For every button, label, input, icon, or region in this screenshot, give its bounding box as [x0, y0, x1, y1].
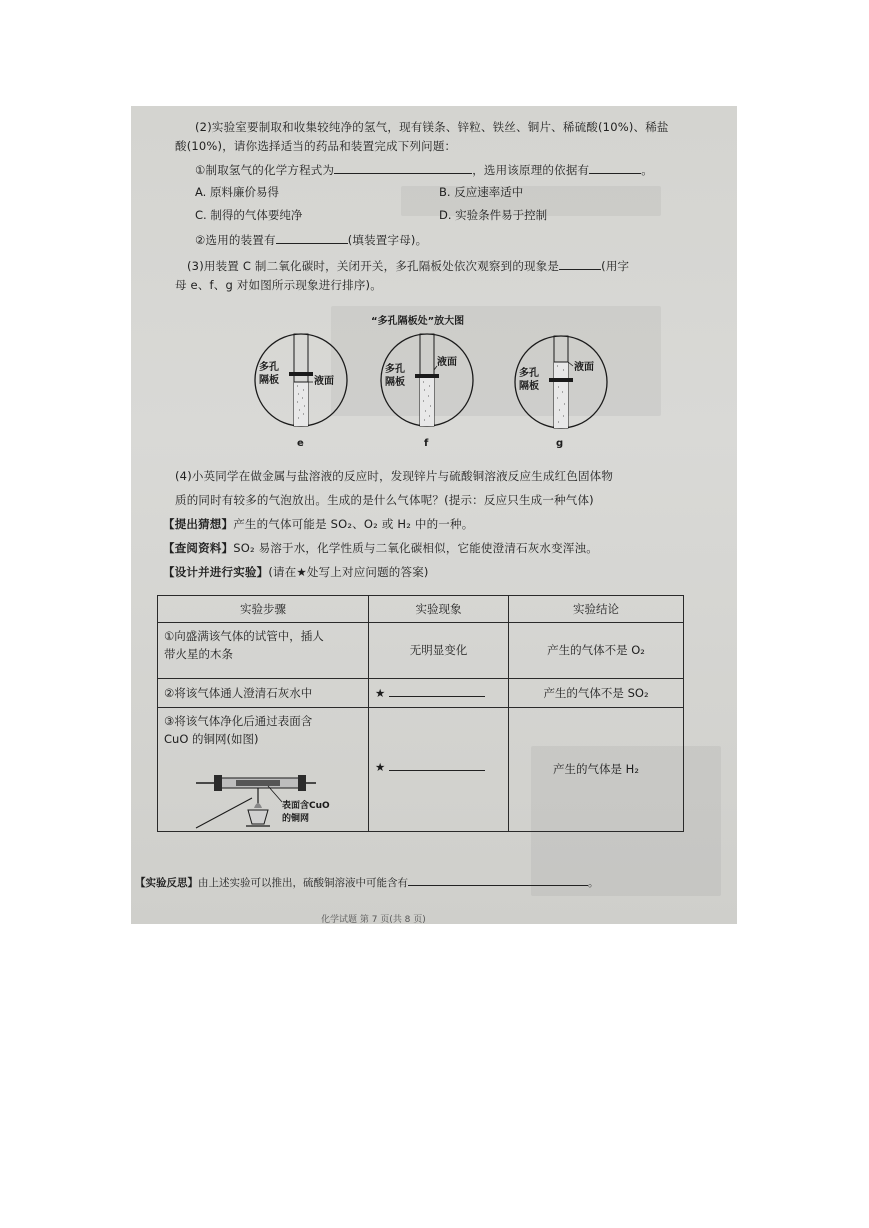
- q2-intro-line1: (2)实验室要制取和收集较纯净的氢气，现有镁条、锌粒、铁丝、铜片、稀硫酸(10%)、稀盐: [195, 120, 669, 134]
- svg-text:液面: 液面: [574, 362, 594, 373]
- experiment-table: [157, 595, 684, 832]
- header-phenomenon: 实验现象: [368, 595, 509, 623]
- option-a: A. 原料廉价易得: [195, 185, 279, 199]
- q4-reference: 【查阅资料】SO₂ 易溶于水，化学性质与二氧化碳相似，它能使澄清石灰水变浑浊。: [163, 541, 598, 555]
- q4-line2: 质的同时有较多的气泡放出。生成的是什么气体呢？(提示：反应只生成一种气体): [175, 493, 594, 507]
- option-c: C. 制得的气体要纯净: [195, 208, 303, 222]
- mesh-label-2: 的铜网: [282, 814, 310, 824]
- svg-text:多孔: 多孔: [385, 364, 405, 375]
- panel-f: [377, 330, 477, 449]
- header-step: 实验步骤: [157, 595, 369, 623]
- diagram-title: “多孔隔板处”放大图: [371, 316, 465, 327]
- photographed-page: [131, 106, 737, 924]
- option-b: B. 反应速率适中: [439, 185, 524, 199]
- row2-answer-blank[interactable]: [389, 686, 485, 697]
- svg-text:液面: 液面: [437, 357, 457, 368]
- q3-line2: 母 e、f、g 对如图所示现象进行排序)。: [175, 278, 382, 292]
- row1-step: ①向盛满该气体的试管中，插人 带火星的木条: [157, 622, 369, 679]
- page-number: 化学试题 第 7 页(共 8 页): [321, 915, 426, 924]
- row3-conclusion: 产生的气体是 H₂: [508, 707, 684, 832]
- row3-step: ③将该气体净化后通过表面含 CuO 的铜网(如图) 表面含CuO 的铜网: [157, 707, 369, 832]
- row2-conclusion: 产生的气体不是 SO₂: [508, 678, 684, 708]
- q2-sub1-label: ①制取氢气的化学方程式为: [195, 163, 335, 177]
- svg-text:隔板: 隔板: [259, 375, 279, 386]
- reflection-blank[interactable]: [408, 874, 588, 886]
- magnified-view-e: [251, 330, 351, 430]
- reflection: 【实验反思】由上述实验可以推出，硫酸铜溶液中可能含有 。: [135, 874, 599, 890]
- caption-e: e: [297, 438, 304, 449]
- magnified-view-g: [511, 332, 611, 432]
- row1-conclusion: 产生的气体不是 O₂: [508, 622, 684, 679]
- q3-line1: (3)用装置 C 制二氧化碳时，关闭开关，多孔隔板处依次观察到的现象是 (用字: [187, 259, 630, 273]
- option-d: D. 实验条件易于控制: [439, 208, 548, 222]
- order-blank[interactable]: [559, 258, 601, 270]
- q4-line1: (4)小英同学在做金属与盐溶液的反应时，发现锌片与硫酸铜溶液反应生成红色固体物: [175, 469, 614, 483]
- caption-g: g: [556, 438, 564, 449]
- svg-text:隔板: 隔板: [519, 381, 539, 392]
- mesh-label: 表面含CuO: [282, 801, 330, 811]
- exam-page: [131, 106, 737, 924]
- svg-text:多孔: 多孔: [519, 368, 539, 379]
- caption-f: f: [424, 438, 429, 449]
- equation-blank[interactable]: [334, 162, 472, 174]
- panel-g: [511, 332, 611, 449]
- panel-e: [251, 330, 351, 449]
- svg-text:液面: 液面: [314, 376, 334, 387]
- q4-guess: 【提出猜想】产生的气体可能是 SO₂、O₂ 或 H₂ 中的一种。: [163, 517, 474, 531]
- row1-phenomenon: 无明显变化: [368, 622, 509, 679]
- row2-phenomenon: ★: [368, 678, 509, 708]
- q2-sub1-basis-label: ，选用该原理的依据有: [472, 163, 590, 177]
- header-conclusion: 实验结论: [508, 595, 684, 623]
- q2-intro-line2: 酸(10%)，请你选择适当的药品和装置完成下列问题：: [175, 139, 457, 153]
- basis-blank[interactable]: [589, 162, 641, 174]
- magnified-view-f: [377, 330, 477, 430]
- apparatus-blank[interactable]: [276, 232, 348, 244]
- row3-answer-blank[interactable]: [389, 760, 485, 771]
- copper-mesh-apparatus: [182, 772, 352, 832]
- svg-text:多孔: 多孔: [259, 362, 279, 373]
- q2-sub2: ②选用的装置有 (填装置字母)。: [195, 233, 428, 247]
- row2-step: ②将该气体通人澄清石灰水中: [157, 678, 369, 708]
- row3-phenomenon: ★: [368, 707, 509, 832]
- q2-sub1: ①制取氢气的化学方程式为 ，选用该原理的依据有 。: [195, 163, 653, 177]
- q4-design: 【设计并进行实验】(请在★处写上对应问题的答案): [163, 565, 429, 579]
- svg-text:隔板: 隔板: [385, 377, 405, 388]
